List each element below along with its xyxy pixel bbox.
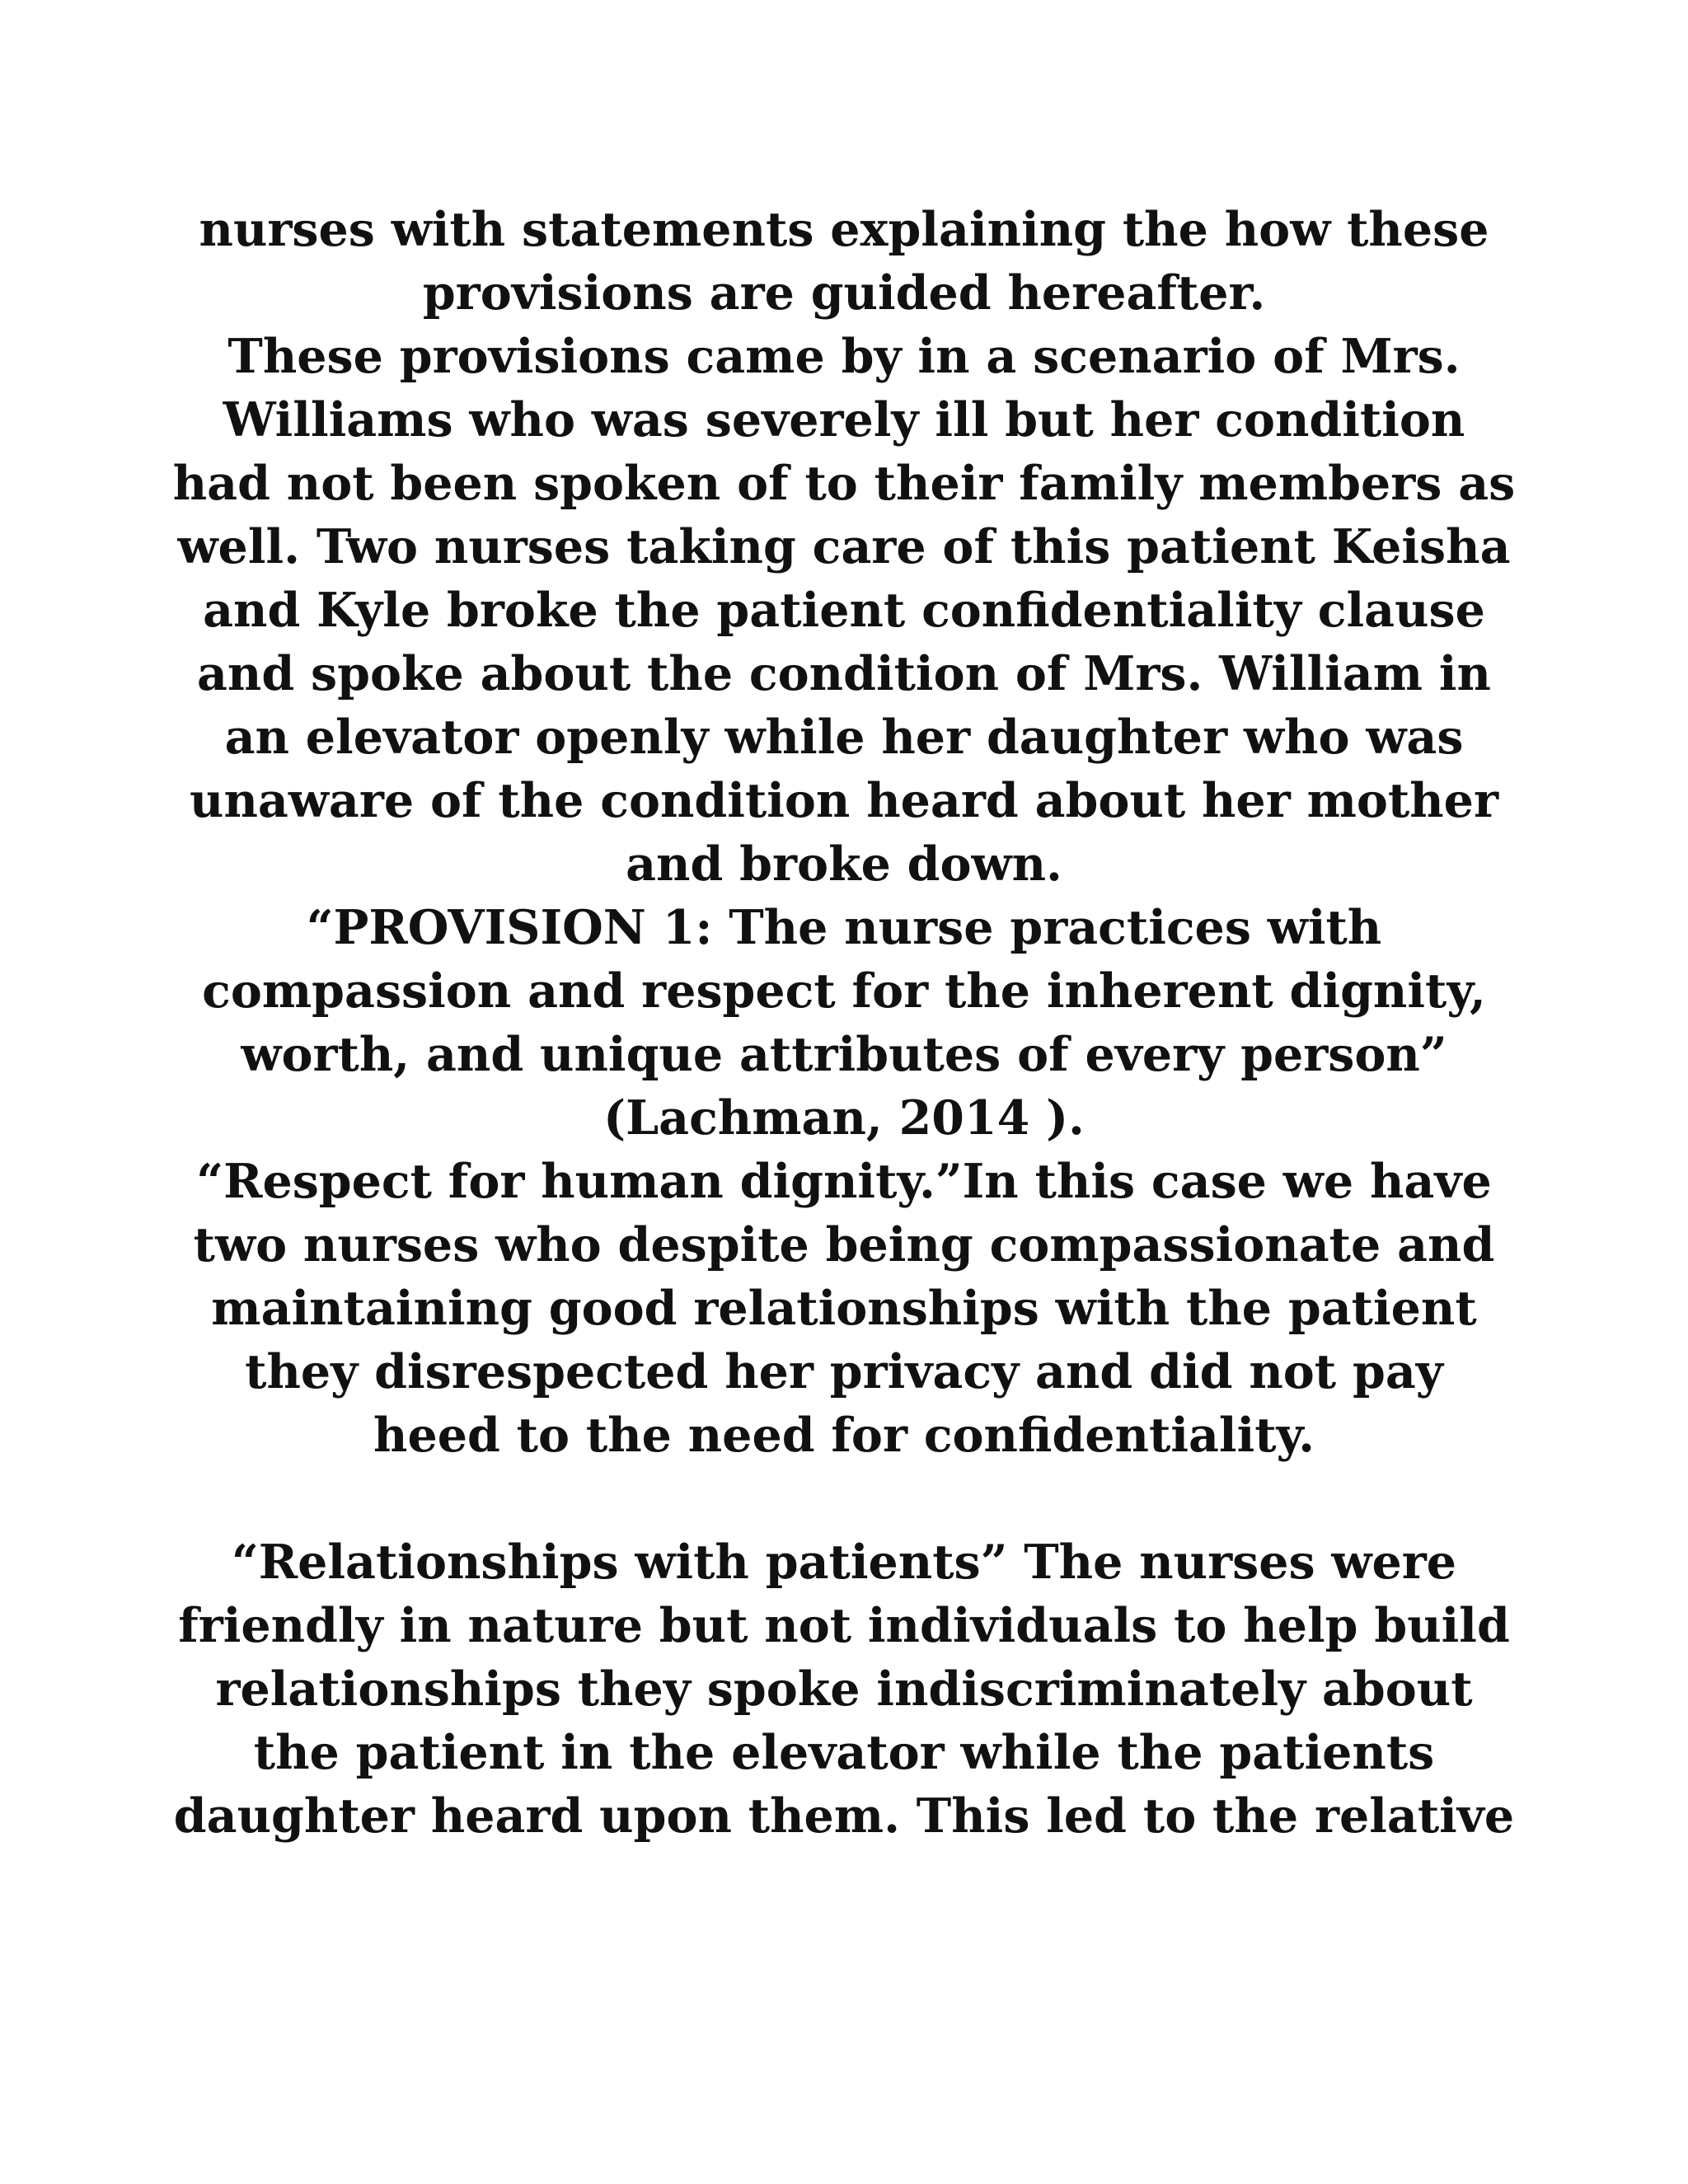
text-line: and broke down. — [626, 837, 1062, 892]
text-line: heed to the need for confidentiality. — [373, 1408, 1315, 1463]
text-line: friendly in nature but not individuals to help build — [178, 1598, 1510, 1653]
text-line: worth, and unique attributes of every person” — [241, 1027, 1447, 1082]
text-line: Williams who was severely ill but her condition — [223, 392, 1465, 448]
text-line: had not been spoken of to their family members as — [172, 456, 1516, 511]
text-line: they disrespected her privacy and did not pay — [245, 1344, 1443, 1399]
text-line: unaware of the condition heard about her mother — [190, 773, 1498, 828]
text-line: “Relationships with patients” The nurses were — [231, 1535, 1457, 1590]
text-line: relationships they spoke indiscriminately about — [215, 1661, 1473, 1717]
text-line: (Lachman, 2014 ). — [603, 1090, 1085, 1146]
text-line: an elevator openly while her daughter who was — [224, 710, 1464, 765]
text-line: and Kyle broke the patient confidentiality clause — [203, 583, 1485, 638]
text-line: nurses with statements explaining the how these — [199, 202, 1489, 257]
text-line: daughter heard upon them. This led to the relative — [173, 1788, 1515, 1844]
text-line: the patient in the elevator while the patients — [253, 1725, 1435, 1780]
text-line: compassion and respect for the inherent dignity, — [202, 963, 1486, 1019]
text-line: “PROVISION 1: The nurse practices with — [306, 900, 1382, 955]
text-line: well. Two nurses taking care of this patient Keisha — [177, 519, 1511, 574]
text-line: “Respect for human dignity.”In this case we have — [196, 1154, 1492, 1209]
text-line: and spoke about the condition of Mrs. William in — [196, 646, 1491, 701]
paragraph-gap — [148, 1467, 1540, 1530]
document-body — [148, 198, 1540, 1848]
text-line: These provisions came by in a scenario of Mrs. — [227, 329, 1461, 384]
text-line: two nurses who despite being compassionate and — [193, 1217, 1495, 1272]
text-line: maintaining good relationships with the patient — [211, 1281, 1477, 1336]
text-line: provisions are guided hereafter. — [422, 265, 1266, 321]
